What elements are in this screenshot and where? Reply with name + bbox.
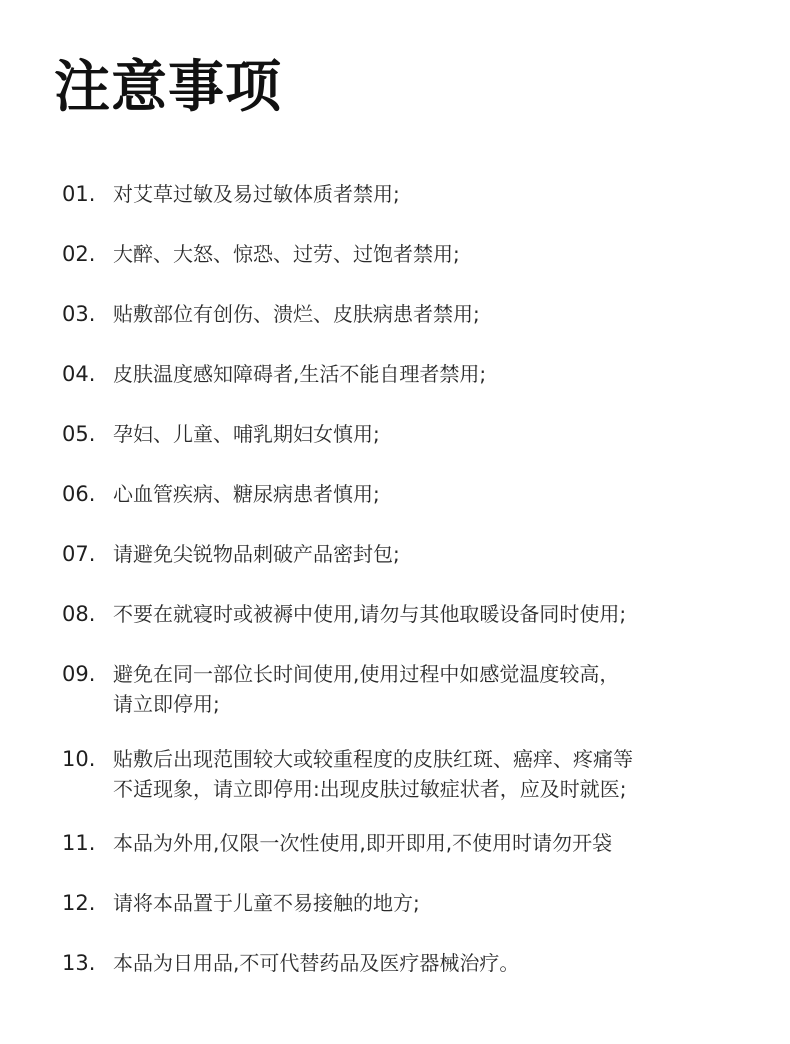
- notice-text: [113, 359, 713, 389]
- notice-number: 05.: [62, 422, 96, 446]
- notice-line: 贴敷部位有创伤、溃烂、皮肤病患者禁用;: [113, 302, 480, 326]
- notice-number: 11.: [62, 831, 96, 855]
- notice-line: 本品为日用品,不可代替药品及医疗器械治疗。: [113, 951, 520, 975]
- notice-line: 避免在同一部位长时间使用,使用过程中如感觉温度较高，: [113, 662, 620, 686]
- notice-number: 10.: [62, 747, 96, 771]
- notice-line: 不适现象，请立即停用:出现皮肤过敏症状者，应及时就医;: [113, 777, 627, 801]
- notice-number: 07.: [62, 542, 96, 566]
- page-title: 注意事项: [54, 55, 282, 120]
- notice-text: [113, 419, 713, 449]
- notice-text: [113, 479, 713, 509]
- notice-line: 孕妇、儿童、哺乳期妇女慎用;: [113, 422, 380, 446]
- notice-number: 02.: [62, 242, 96, 266]
- notice-text: [113, 299, 713, 329]
- notice-number: 04.: [62, 362, 96, 386]
- notice-number: 09.: [62, 662, 96, 686]
- notice-line: 对艾草过敏及易过敏体质者禁用;: [113, 182, 400, 206]
- notice-line: 皮肤温度感知障碍者,生活不能自理者禁用;: [113, 362, 487, 386]
- notice-number: 06.: [62, 482, 96, 506]
- notice-line: 心血管疾病、糖尿病患者慎用;: [113, 482, 380, 506]
- notice-text: [113, 599, 713, 629]
- notice-line: 本品为外用,仅限一次性使用,即开即用,不使用时请勿开袋: [113, 831, 613, 855]
- notice-text: [113, 744, 713, 804]
- notice-line: 不要在就寝时或被褥中使用,请勿与其他取暖设备同时使用;: [113, 602, 627, 626]
- notice-line: 大醉、大怒、惊恐、过劳、过饱者禁用;: [113, 242, 460, 266]
- notice-number: 01.: [62, 182, 96, 206]
- notice-line: 请将本品置于儿童不易接触的地方;: [113, 891, 420, 915]
- notice-number: 03.: [62, 302, 96, 326]
- notice-number: 12.: [62, 891, 96, 915]
- notice-text: [113, 239, 713, 269]
- notice-text: [113, 828, 713, 858]
- notice-number: 13.: [62, 951, 96, 975]
- notice-text: [113, 948, 713, 978]
- notice-number: 08.: [62, 602, 96, 626]
- notice-line: 请立即停用;: [113, 692, 220, 716]
- notice-text: [113, 659, 713, 719]
- notice-text: [113, 179, 713, 209]
- notice-text: [113, 539, 713, 569]
- notice-text: [113, 888, 713, 918]
- notice-line: 贴敷后出现范围较大或较重程度的皮肤红斑、癌痒、疼痛等: [113, 747, 633, 771]
- notice-line: 请避免尖锐物品刺破产品密封包;: [113, 542, 400, 566]
